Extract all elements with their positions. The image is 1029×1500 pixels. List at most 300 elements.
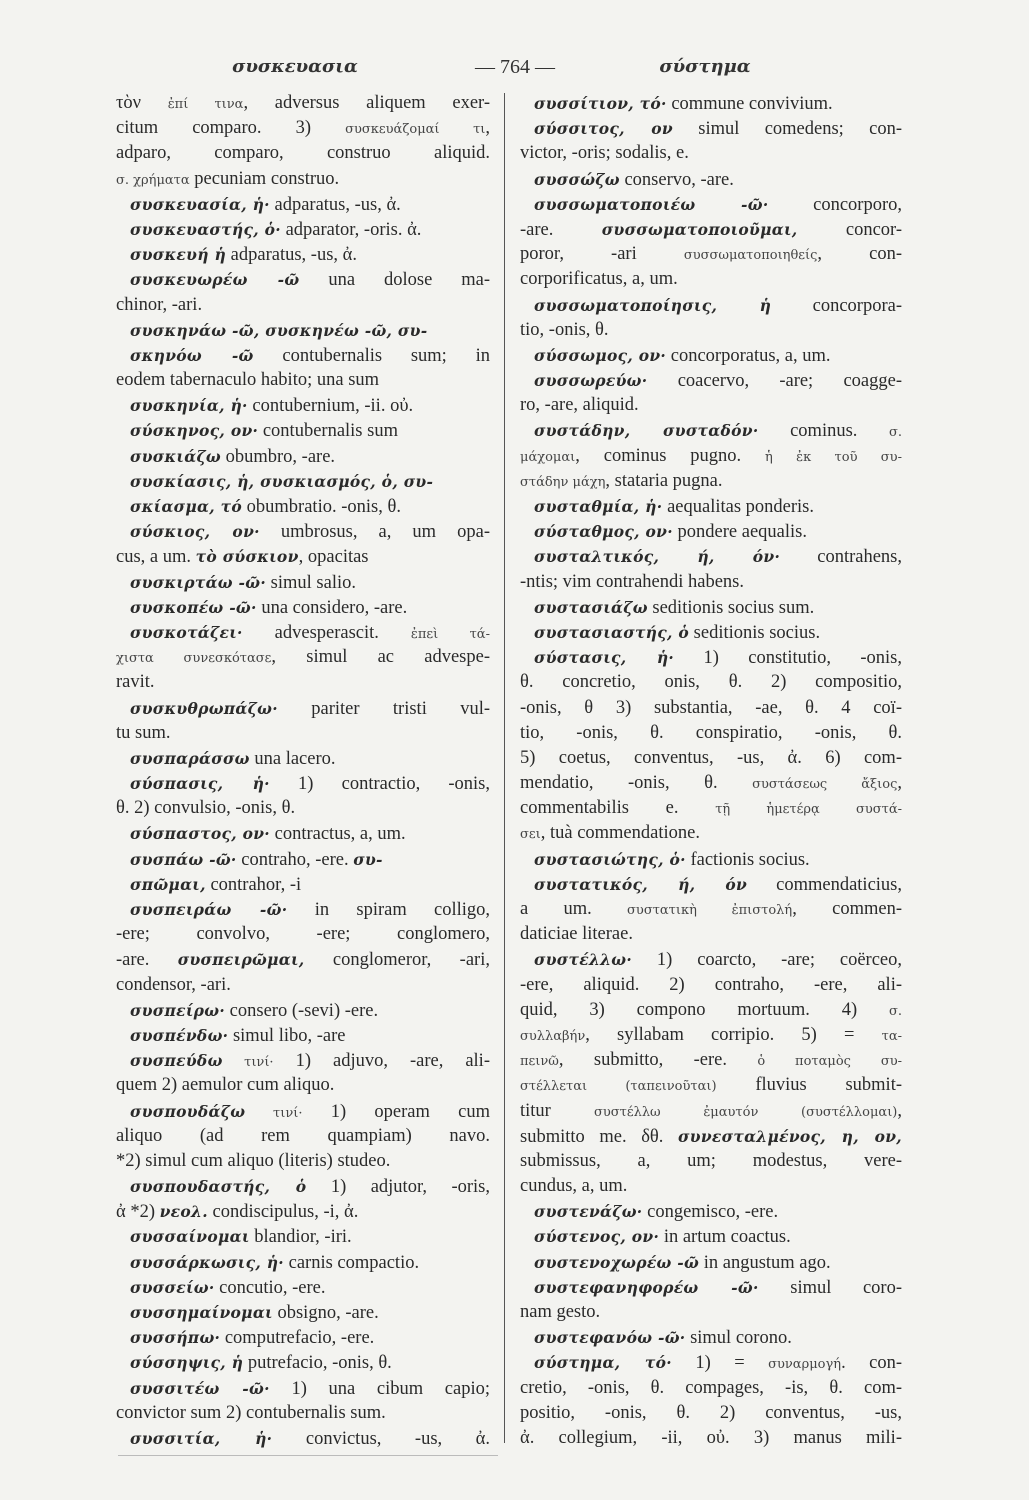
definition-text: positio, -onis, θ. 2) conventus, -us, (520, 1402, 902, 1423)
headword: συσκευή ἡ (130, 245, 227, 265)
dictionary-line (116, 141, 490, 166)
headword: συσπαράσσω (130, 748, 250, 768)
dictionary-line (520, 1174, 902, 1199)
dictionary-line (116, 1275, 490, 1300)
dictionary-line (116, 595, 490, 620)
headword: συστεφανόω -ῶ· (534, 1328, 686, 1348)
dictionary-line (116, 746, 490, 771)
definition-text: -onis, θ 3) substantia, -ae, θ. 4 coï- (520, 697, 902, 718)
headword: συσκοπέω -ῶ· (130, 597, 257, 617)
dictionary-line (520, 1023, 902, 1048)
dictionary-line (116, 1199, 490, 1224)
definition-text: -ere; convolvo, -ere; conglomero, (116, 924, 490, 945)
headword: συσπουδαστής, ὁ (130, 1177, 307, 1197)
definition-text: umbrosus, a, um opa- (259, 522, 490, 543)
definition-text: pecuniam construo. (189, 168, 340, 189)
headword: σύσταθμος, ον· (534, 522, 673, 542)
headword: συνεσταλμένος, η, ον, (678, 1126, 902, 1146)
dictionary-line (520, 267, 902, 292)
definition-text: ἀ *2) (116, 1202, 160, 1223)
definition-text: adparo, comparo, construo aliquid. (116, 143, 490, 164)
headword: συσπειρῶμαι, (177, 950, 305, 970)
dictionary-line (116, 267, 490, 292)
definition-text: commentabilis e. (520, 798, 716, 819)
running-head-right: σύστημα (659, 56, 751, 77)
right-column (520, 91, 902, 1451)
definition-text: -are. (520, 219, 602, 240)
definition-text: concutio, -ere. (214, 1277, 326, 1298)
headword: συσκιρτάω -ῶ· (130, 572, 267, 592)
dictionary-line (116, 897, 490, 922)
definition-text: aequalitas ponderis. (662, 497, 814, 517)
definition-text: una dolose ma- (299, 270, 491, 291)
headword: συστάδην, συσταδόν· (534, 421, 759, 441)
headword: νεολ. (159, 1202, 208, 1222)
dictionary-line (116, 1350, 490, 1375)
dictionary-line (520, 595, 902, 620)
definition-text: convictus, -us, ἀ. (272, 1428, 490, 1449)
headword: συσσωρεύω· (534, 371, 648, 391)
dictionary-line (520, 1250, 902, 1275)
definition-text: , submitto, -ere. (558, 1050, 758, 1071)
definition-text: condensor, -ari. (116, 974, 231, 995)
headword: συσσήπω· (130, 1328, 221, 1348)
greek-phrase: τινί· (222, 1055, 274, 1071)
dictionary-line (116, 847, 490, 872)
dictionary-line (520, 1300, 902, 1325)
dictionary-line (520, 91, 902, 116)
dictionary-line (116, 318, 490, 343)
definition-text: condiscipulus, -i, ἀ. (207, 1202, 359, 1223)
definition-text: , cominus pugno. (575, 445, 765, 466)
definition-text: *2) simul cum aliquo (literis) studeo. (116, 1150, 391, 1171)
dictionary-line (116, 1174, 490, 1199)
headword: συστασιαστής, ὁ (534, 622, 690, 642)
dictionary-line (520, 821, 902, 846)
definition-text: obsigno, -are. (272, 1303, 379, 1323)
dictionary-line (520, 570, 902, 595)
dictionary-line (116, 973, 490, 998)
dictionary-line (520, 620, 902, 645)
definition-text: seditionis socius. (689, 622, 821, 643)
dictionary-line (520, 998, 902, 1023)
definition-text: seditionis socius sum. (647, 597, 815, 618)
dictionary-line (116, 242, 490, 267)
headword: συσσίτιον, τό· (534, 94, 667, 113)
greek-phrase: τῇ ἡμετέρᾳ συστά- (715, 802, 902, 818)
headword: συστενοχωρέω -ῶ (534, 1252, 700, 1272)
greek-phrase: ἡ ἐκ τοῦ συ- (764, 449, 902, 465)
dictionary-line (520, 544, 902, 569)
definition-text: cominus. (758, 421, 889, 442)
definition-text: concorpora- (771, 295, 902, 316)
definition-text: corporificatus, a, um. (520, 269, 678, 290)
definition-text: 1) adjutor, -oris, (306, 1177, 490, 1198)
headword: συστεφανηφορέω -ῶ· (534, 1277, 759, 1297)
headword: σκίασμα, τό (130, 497, 243, 516)
definition-text: 1) una cibum capio; (269, 1378, 490, 1399)
definition-text: simul libo, -are (228, 1025, 346, 1046)
definition-text: -are. (116, 950, 178, 971)
definition-text: concorporo, (768, 194, 902, 215)
dictionary-line (520, 922, 902, 947)
dictionary-line (520, 494, 902, 519)
definition-text: τὸν (116, 93, 168, 113)
definition-text: , adversus aliquem exer- (243, 93, 490, 113)
headword: συσσωματοποιέω -ῶ· (534, 194, 769, 214)
dictionary-line (116, 998, 490, 1023)
dictionary-line (116, 91, 490, 116)
definition-text: , (897, 773, 902, 794)
headword: συσκοτάζει· (130, 622, 243, 642)
definition-text: 1) contractio, -onis, (269, 774, 490, 795)
dictionary-line (520, 1426, 902, 1451)
headword: συσταθμία, ἡ· (534, 497, 663, 516)
page-number: — 764 — (475, 56, 555, 78)
definition-text: , simul ac advespe- (271, 647, 490, 668)
definition-text: in angustum ago. (699, 1252, 831, 1273)
greek-phrase: σει (520, 827, 541, 843)
definition-text: titur (520, 1100, 594, 1121)
dictionary-line (520, 1401, 902, 1426)
definition-text: , syllabam corripio. 5) = (585, 1024, 882, 1045)
definition-text: conservo, -are. (619, 169, 734, 190)
dictionary-line (520, 1124, 902, 1149)
dictionary-line (520, 1199, 902, 1224)
headword: συσκηνία, ἡ· (130, 396, 248, 416)
definition-text: tio, -onis, θ. (520, 319, 609, 340)
dictionary-line (520, 343, 902, 368)
definition-text: contubernalis sum; in (253, 345, 490, 366)
definition-text: simul salio. (266, 572, 356, 593)
definition-text: tio, -onis, θ. conspiratio, -onis, θ. (520, 722, 902, 743)
definition-text: a um. (520, 899, 628, 919)
definition-text: θ. 2) convulsio, -onis, θ. (116, 798, 296, 819)
dictionary-line (520, 796, 902, 821)
headword: συσκευασία, ἡ· (130, 194, 270, 214)
greek-phrase: στάδην μάχη (520, 474, 606, 490)
greek-phrase: πεινῶ (520, 1054, 559, 1070)
greek-phrase: μάχομαι (520, 449, 576, 465)
dictionary-line (116, 1023, 490, 1048)
dictionary-line (116, 570, 490, 595)
dictionary-line (116, 116, 490, 141)
headword: συστασιάζω (534, 597, 648, 617)
headword: σκηνόω -ῶ (130, 345, 254, 365)
definition-text: simul comedens; con- (672, 119, 903, 140)
dictionary-line (116, 1124, 490, 1149)
dictionary-line (116, 393, 490, 418)
dictionary-line (520, 1275, 902, 1300)
definition-text: contrahens, (780, 547, 902, 568)
dictionary-line (520, 1048, 902, 1073)
definition-text: contubernalis sum (258, 421, 398, 442)
definition-text: victor, -oris; sodalis, e. (520, 143, 689, 164)
definition-text: in artum coactus. (659, 1227, 791, 1248)
definition-text: ro, -are, aliquid. (520, 395, 639, 416)
headword: συσκευωρέω -ῶ (130, 270, 300, 290)
dictionary-line (520, 242, 902, 267)
dictionary-line (116, 343, 490, 368)
dictionary-line (520, 141, 902, 166)
headword: σύσπαστος, ον· (130, 824, 270, 844)
definition-text: cundus, a, um. (520, 1176, 628, 1197)
dictionary-line (520, 393, 902, 418)
definition-text: 1) operam cum (302, 1101, 490, 1122)
headword: συσσωματοποίησις, ἡ (534, 295, 772, 315)
dictionary-line (520, 696, 902, 721)
headword: συ- (353, 849, 383, 869)
definition-text: putrefacio, -onis, θ. (243, 1353, 392, 1374)
greek-phrase: ἐπί τινα (167, 97, 244, 112)
dictionary-line (116, 444, 490, 469)
definition-text: tu sum. (116, 722, 171, 743)
definition-text: congemisco, -ere. (642, 1202, 779, 1223)
headword: συσπάω -ῶ· (130, 849, 237, 869)
dictionary-line (520, 1376, 902, 1401)
greek-phrase: συλλαβήν (520, 1028, 586, 1044)
dictionary-line (520, 1350, 902, 1375)
dictionary-line (116, 620, 490, 645)
headword: συστασιώτης, ὁ· (534, 849, 686, 869)
definition-text: , stataria pugna. (605, 470, 723, 491)
definition-text: contrahor, -i (205, 874, 302, 895)
definition-text: , con- (817, 244, 902, 265)
definition-text: 1) coarcto, -are; coërceo, (632, 950, 902, 971)
definition-text: chinor, -ari. (116, 294, 203, 315)
left-column (116, 91, 490, 1451)
headword: συσκηνάω -ῶ, συσκηνέω -ῶ, συ- (130, 320, 428, 340)
definition-text: conglomeror, -ari, (304, 950, 490, 971)
dictionary-line (520, 368, 902, 393)
headword: συσπείρω· (130, 1000, 226, 1020)
definition-text: submissus, a, um; modestus, vere- (520, 1150, 902, 1171)
dictionary-line (520, 746, 902, 771)
greek-phrase: συσσωματοποιηθείς (683, 248, 818, 264)
definition-text: cus, a um. (116, 547, 196, 568)
dictionary-line (520, 645, 902, 670)
definition-text: pariter tristi vul- (277, 698, 490, 719)
definition-text: , tuà commendatione. (540, 823, 700, 844)
definition-text: commune convivium. (666, 94, 833, 114)
definition-text: 1) = (671, 1353, 769, 1374)
dictionary-line (116, 1073, 490, 1098)
dictionary-line (116, 1426, 490, 1451)
greek-phrase: τα- (881, 1028, 902, 1044)
headword: σύσκηνος, ον· (130, 421, 259, 441)
definition-text: blandior, -iri. (249, 1227, 352, 1248)
definition-text: 1) adjuvo, -are, ali- (273, 1051, 490, 1072)
headword: σπῶμαι, (130, 874, 206, 894)
dictionary-line (116, 217, 490, 242)
definition-text: poror, -ari (520, 244, 684, 265)
headword: συσταλτικός, ή, όν· (534, 547, 781, 567)
dictionary-line (116, 1048, 490, 1073)
definition-text: 5) coetus, conventus, -us, ἀ. 6) com- (520, 747, 902, 768)
definition-text: adparator, -oris. ἀ. (280, 219, 422, 240)
greek-phrase: ἐπεὶ τά- (410, 626, 490, 642)
greek-phrase: συστάσεως ἄξιος (752, 777, 898, 793)
headword: συσσείω· (130, 1277, 215, 1297)
dictionary-line (520, 167, 902, 192)
headword: συσκιάζω (130, 446, 221, 466)
greek-phrase: συναρμογή (768, 1357, 842, 1373)
greek-phrase: στέλλεται (ταπεινοῦται) (520, 1079, 717, 1095)
definition-text: concorporatus, a, um. (666, 345, 831, 366)
definition-text: obumbro, -are. (221, 446, 336, 467)
definition-text: quid, 3) compono mortuum. 4) (520, 999, 889, 1020)
definition-text: ἀ. collegium, -ii, οὐ. 3) manus mili- (520, 1427, 902, 1448)
greek-phrase: σ. (888, 1003, 902, 1019)
greek-phrase: συσκευάζομαί τι (345, 122, 486, 138)
dictionary-line (520, 293, 902, 318)
definition-text: citum comparo. 3) (116, 118, 346, 139)
column-divider (504, 93, 505, 1443)
dictionary-line (116, 544, 490, 569)
headword: συσκευαστής, ὁ· (130, 219, 281, 239)
definition-text: , (897, 1100, 902, 1121)
dictionary-line (520, 318, 902, 343)
greek-phrase: τινί· (245, 1105, 303, 1121)
dictionary-line (116, 721, 490, 746)
definition-text: advesperascit. (242, 622, 411, 643)
headword: σύσπασις, ἡ· (130, 774, 270, 794)
definition-text: daticiae literae. (520, 924, 633, 945)
headword: συσκυθρωπάζω· (130, 698, 278, 718)
headword: συστέλλω· (534, 950, 633, 970)
definition-text: obumbratio. -onis, θ. (242, 497, 401, 517)
headword: συσπένδω· (130, 1025, 229, 1045)
dictionary-line (116, 922, 490, 947)
definition-text: in spiram colligo, (287, 900, 491, 920)
definition-text: convictor sum 2) contubernalis sum. (116, 1402, 386, 1423)
headword: συσσωματοποιοῦμαι, (601, 219, 798, 239)
headword: συσπειράω -ῶ· (130, 900, 288, 919)
dictionary-line (520, 947, 902, 972)
dictionary-line (116, 821, 490, 846)
headword: σύσσωμος, ον· (534, 345, 667, 365)
dictionary-line (520, 771, 902, 796)
dictionary-line (520, 1073, 902, 1098)
definition-text: θ. concretio, onis, θ. 2) compositio, (520, 672, 902, 693)
headword: τὸ σύσκιον (195, 547, 299, 567)
definition-text: mendatio, -onis, θ. (520, 773, 753, 794)
definition-text: submitto me. δθ. (520, 1126, 679, 1147)
definition-text: quem 2) aemulor cum aliquo. (116, 1075, 335, 1096)
dictionary-line (116, 1401, 490, 1426)
dictionary-line (520, 192, 902, 217)
headword: συσσάρκωσις, ἡ· (130, 1252, 284, 1272)
dictionary-line (520, 847, 902, 872)
definition-text: , opacitas (298, 547, 369, 568)
headword: σύστενος, ον· (534, 1227, 660, 1247)
dictionary-line (116, 192, 490, 217)
headword: συσσαίνομαι (130, 1227, 250, 1247)
dictionary-line (520, 1325, 902, 1350)
dictionary-line (116, 1099, 490, 1124)
headword: συσπουδάζω (130, 1101, 246, 1121)
definition-text: simul corono. (685, 1328, 792, 1349)
definition-text: , (485, 118, 491, 139)
dictionary-line (116, 947, 490, 972)
definition-text: ravit. (116, 672, 155, 693)
definition-text: consero (-sevi) -ere. (225, 1000, 379, 1021)
dictionary-line (116, 519, 490, 544)
greek-phrase: ὁ ποταμὸς συ- (757, 1054, 902, 1070)
headword: συσσιτέω -ῶ· (130, 1378, 270, 1398)
definition-text: nam gesto. (520, 1302, 601, 1322)
definition-text: concor- (797, 219, 902, 240)
dictionary-line (116, 645, 490, 670)
headword: σύσσηψις, ἡ (130, 1353, 244, 1373)
dictionary-line (520, 444, 902, 469)
dictionary-line (116, 696, 490, 721)
definition-text: adparatus, -us, ἀ. (269, 194, 401, 215)
dictionary-line (116, 1224, 490, 1249)
definition-text: simul coro- (758, 1277, 902, 1298)
dictionary-line (116, 872, 490, 897)
definition-text: contraho, -ere. (236, 849, 354, 870)
dictionary-line (520, 721, 902, 746)
definition-text: una considero, -are. (256, 597, 408, 618)
headword: συσσημαίνομαι (130, 1303, 273, 1322)
dictionary-line (116, 1325, 490, 1350)
headword: σύστημα, τό· (534, 1353, 672, 1373)
dictionary-line (520, 670, 902, 695)
greek-phrase: χιστα συνεσκότασε (116, 651, 272, 667)
definition-text: -ntis; vim contrahendi habens. (520, 571, 745, 592)
definition-text: carnis compactio. (283, 1252, 420, 1273)
dictionary-line (520, 872, 902, 897)
definition-text: factionis socius. (685, 849, 810, 870)
dictionary-line (520, 519, 902, 544)
dictionary-line (520, 897, 902, 922)
headword: σύσκιος, ον· (130, 522, 260, 542)
definition-text: commendaticius, (747, 874, 902, 895)
headword: συσσιτία, ἡ· (130, 1428, 273, 1448)
definition-text: contractus, a, um. (270, 824, 406, 845)
dictionary-line (116, 494, 490, 519)
greek-phrase: συστατικὴ ἐπιστολή (627, 903, 793, 918)
definition-text: coacervo, -are; coagge- (647, 371, 902, 392)
dictionary-line (116, 1149, 490, 1174)
dictionary-line (520, 1099, 902, 1124)
headword: συστενάζω· (534, 1202, 643, 1222)
definition-text: . con- (841, 1353, 902, 1374)
dictionary-line (116, 1300, 490, 1325)
dictionary-line (116, 670, 490, 695)
headword: συσπεύδω (130, 1051, 223, 1071)
headword: συστατικός, ή, όν (534, 874, 748, 894)
definition-text: 1) constitutio, -onis, (674, 648, 902, 669)
definition-text: computrefacio, -ere. (220, 1328, 375, 1349)
dictionary-line (116, 368, 490, 393)
bottom-rule (118, 1455, 498, 1456)
headword: σύσσιτος, ον (534, 119, 673, 139)
dictionary-line (116, 771, 490, 796)
headword: συσκίασις, ἡ, συσκιασμός, ὁ, συ- (130, 471, 434, 491)
dictionary-line (116, 418, 490, 443)
dictionary-line (520, 1149, 902, 1174)
headword: σύστασις, ἡ· (534, 648, 675, 668)
greek-phrase: σ. (888, 425, 902, 441)
headword: συσσώζω (534, 169, 620, 189)
dictionary-line (116, 167, 490, 192)
definition-text: fluvius submit- (716, 1075, 902, 1096)
dictionary-line (116, 1250, 490, 1275)
definition-text: adparatus, -us, ἀ. (226, 245, 357, 266)
definition-text: una lacero. (249, 748, 336, 769)
